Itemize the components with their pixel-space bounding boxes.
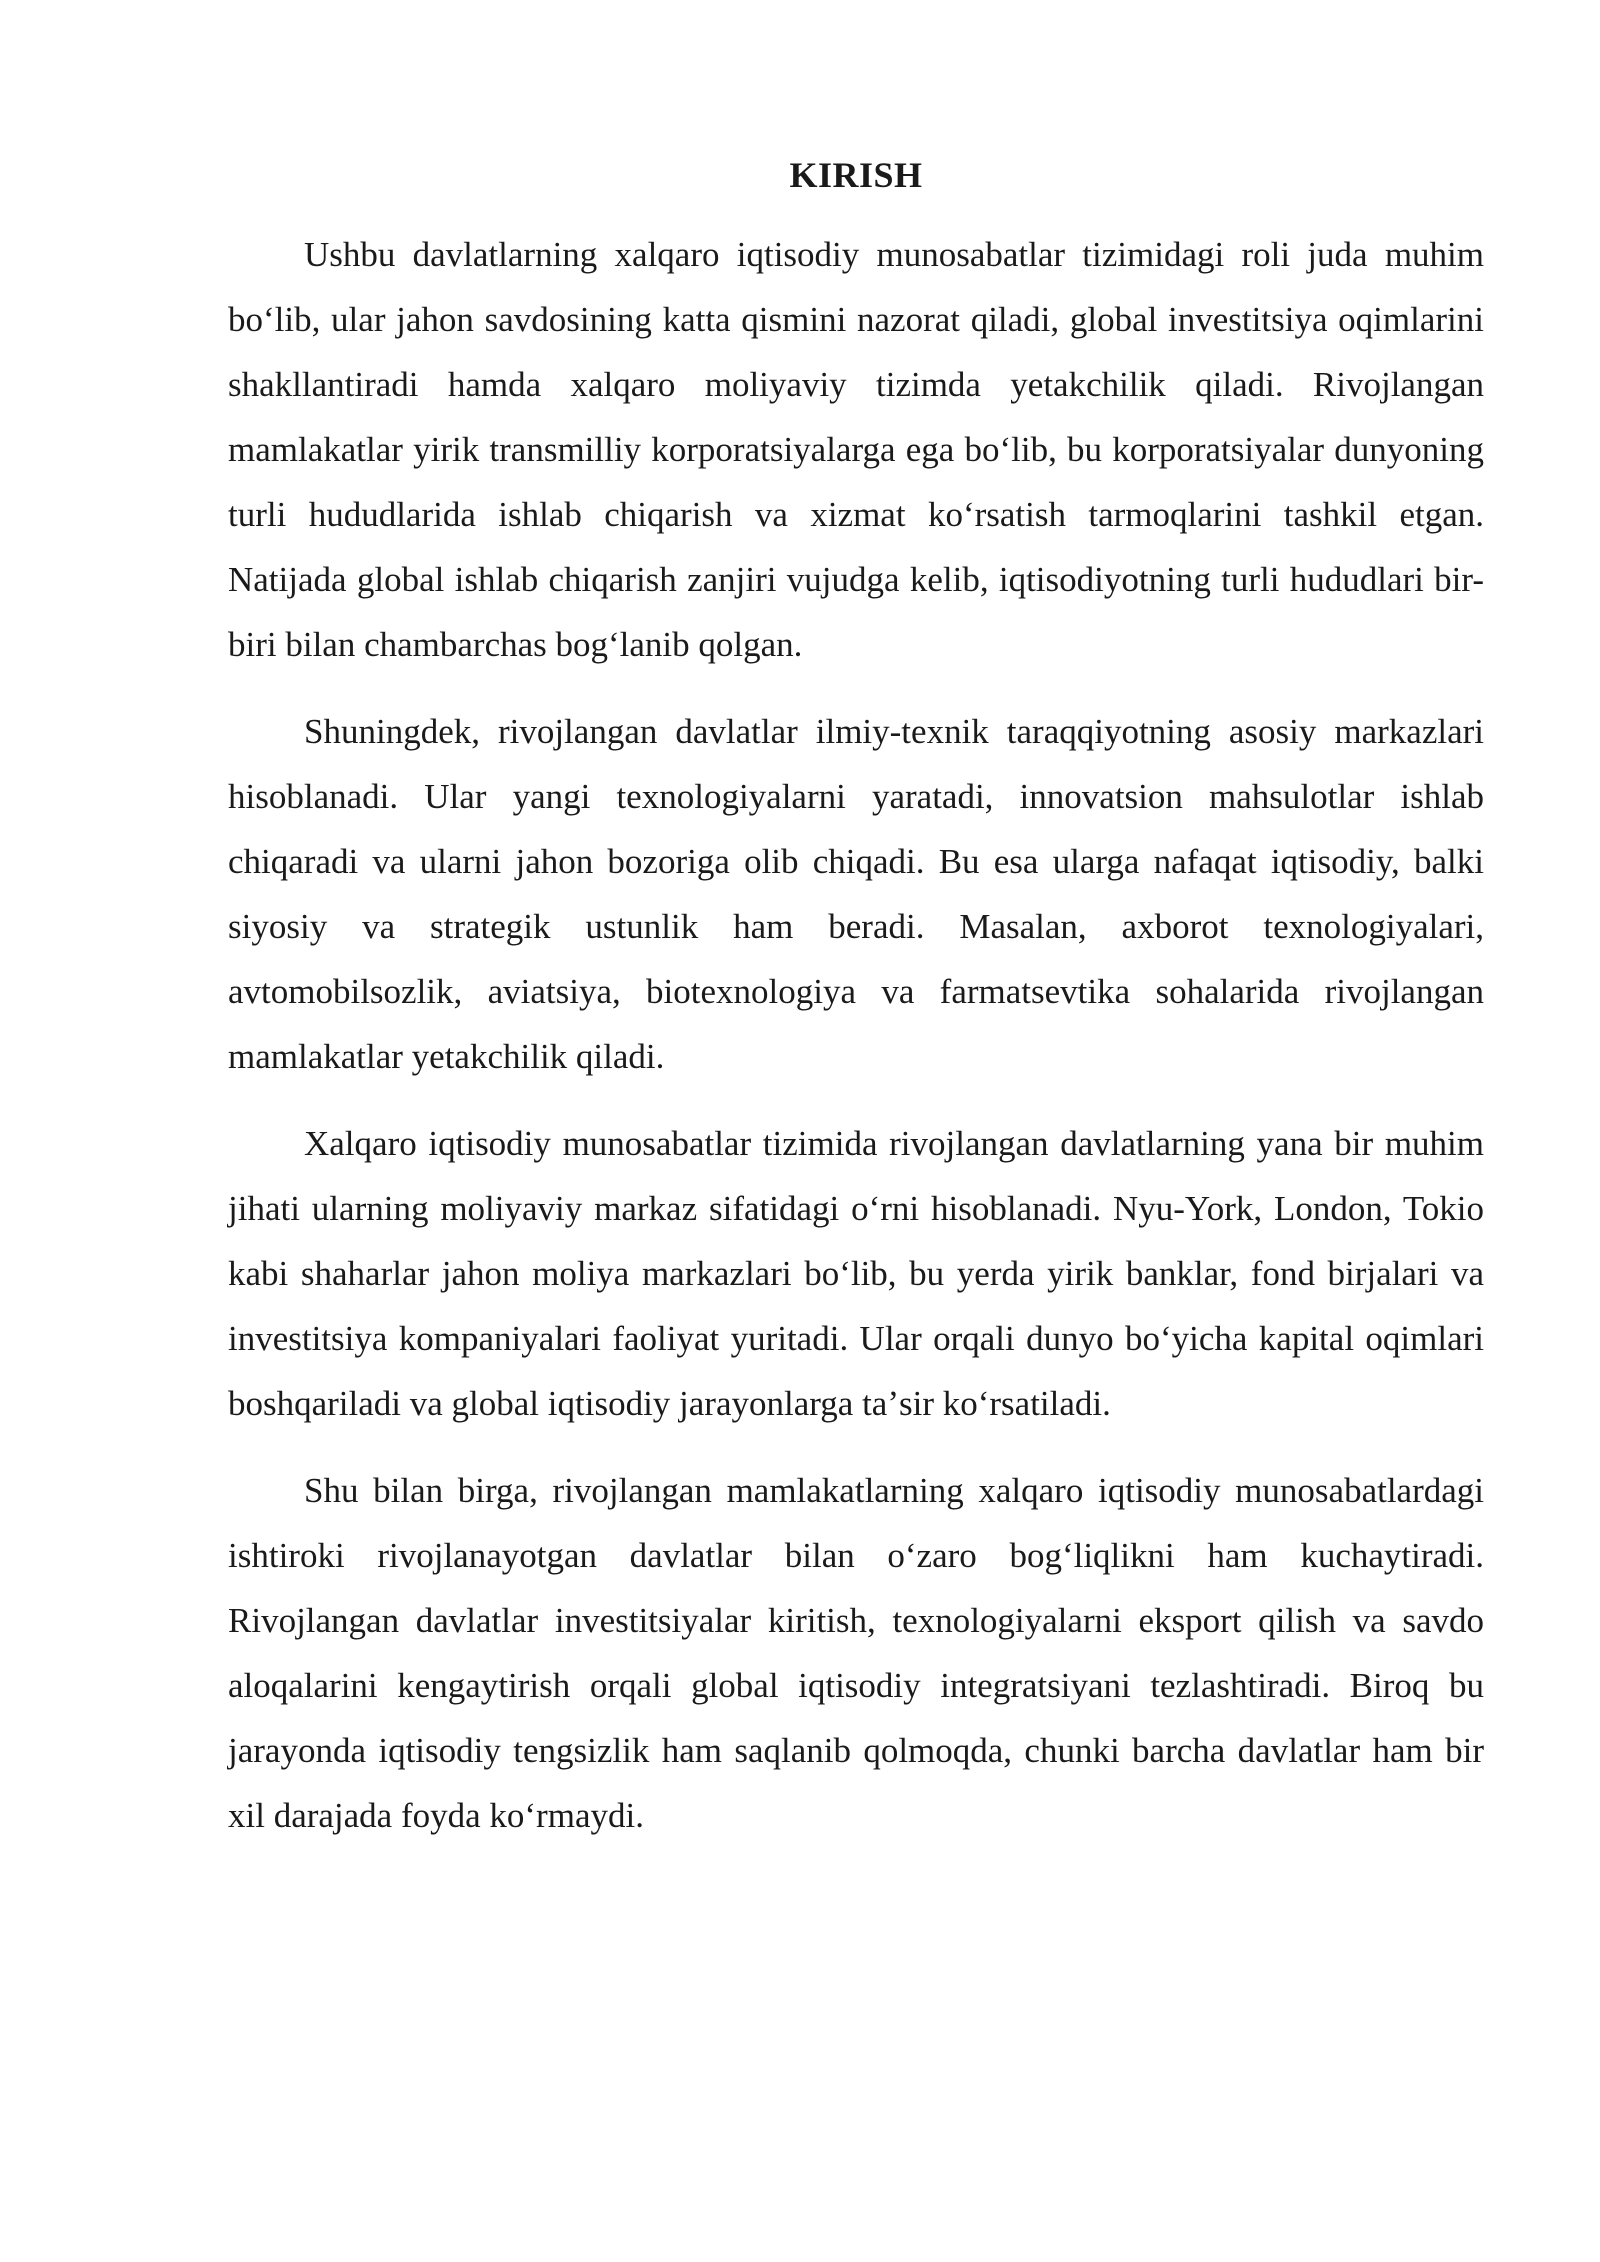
document-body xyxy=(228,140,1484,1870)
paragraph-3: Xalqaro iqtisodiy munosabatlar tizimida rivojlangan davlatlarning yana bir muhim jihati ularning moliyaviy markaz sifatidagi oʻrni hisoblanadi. Nyu-York, London, Tokio kabi shaharlar jahon moliya markazlari boʻlib, bu yerda yirik banklar, fond birjalari va investitsiya kompaniyalari faoliyat yuritadi. Ular orqali dunyo boʻyicha kapital oqimlari boshqariladi va global iqtisodiy jarayonlarga taʼsir koʻrsatiladi. xyxy=(228,1124,1484,1423)
paragraph-1: Ushbu davlatlarning xalqaro iqtisodiy munosabatlar tizimidagi roli juda muhim boʻlib, ular jahon savdosining katta qismini nazorat qiladi, global investitsiya oqimlarini shakllantiradi hamda xalqaro moliyaviy tizimda yetakchilik qiladi. Rivojlangan mamlakatlar yirik transmilliy korporatsiyalarga ega boʻlib, bu korporatsiyalar dunyoning turli hududlarida ishlab chiqarish va xizmat koʻrsatish tarmoqlarini tashkil etgan. Natijada global ishlab chiqarish zanjiri vujudga kelib, iqtisodiyotning turli hududlari bir-biri bilan chambarchas bogʻlanib qolgan. xyxy=(228,235,1484,664)
paragraph-2: Shuningdek, rivojlangan davlatlar ilmiy-texnik taraqqiyotning asosiy markazlari hisoblanadi. Ular yangi texnologiyalarni yaratadi, innovatsion mahsulotlar ishlab chiqaradi va ularni jahon bozoriga olib chiqadi. Bu esa ularga nafaqat iqtisodiy, balki siyosiy va strategik ustunlik ham beradi. Masalan, axborot texnologiyalari, avtomobilsozlik, aviatsiya, biotexnologiya va farmatsevtika sohalarida rivojlangan mamlakatlar yetakchilik qiladi. xyxy=(228,712,1484,1076)
paragraph-4: Shu bilan birga, rivojlangan mamlakatlarning xalqaro iqtisodiy munosabatlardagi ishtiroki rivojlanayotgan davlatlar bilan oʻzaro bogʻliqlikni ham kuchaytiradi. Rivojlangan davlatlar investitsiyalar kiritish, texnologiyalarni eksport qilish va savdo aloqalarini kengaytirish orqali global iqtisodiy integratsiyani tezlashtiradi. Biroq bu jarayonda iqtisodiy tengsizlik ham saqlanib qolmoqda, chunki barcha davlatlar ham bir xil darajada foyda koʻrmaydi. xyxy=(228,1471,1484,1835)
page-title: KIRISH xyxy=(789,155,923,195)
